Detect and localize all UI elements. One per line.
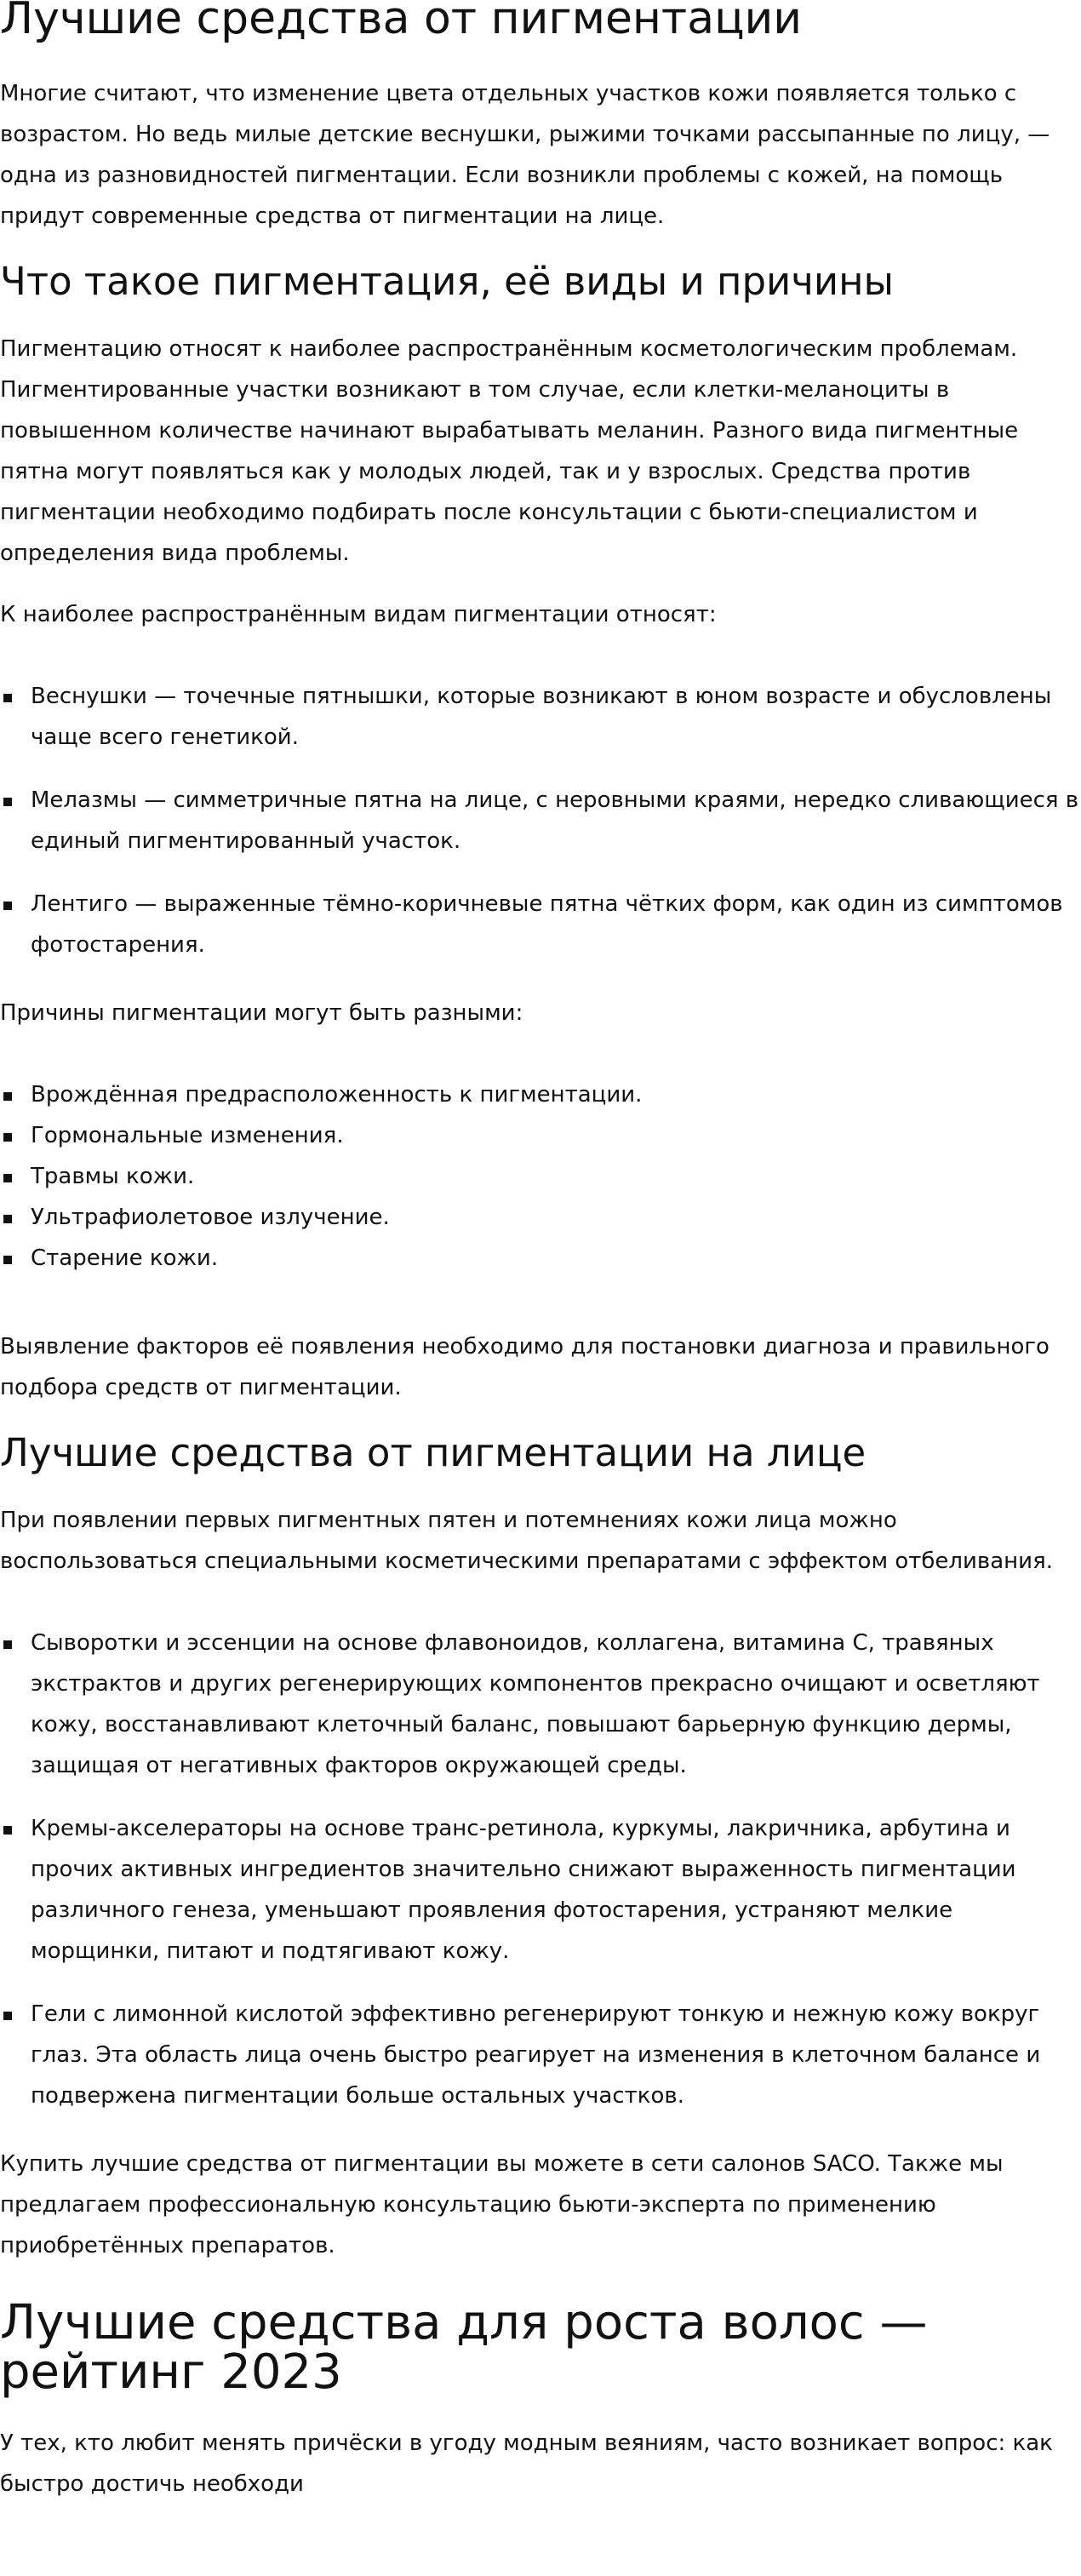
section-heading-best-remedies: Лучшие средства от пигментации на лице [0, 1430, 867, 1475]
list-item-cause: Ультрафиолетовое излучение. [0, 1197, 1081, 1238]
intro-paragraph: Многие считают, что изменение цвета отдельных участков кожи появляется только с возрастом. Но ведь милые детские веснушки, рыжими точками рассыпанные по лицу, — одна из разновидностей пигментации. Если возникли проблемы с кожей, на помощь придут современные средства от пигментации на лице. [0, 81, 1050, 229]
list-item-cause: Старение кожи. [0, 1238, 1081, 1279]
list-item-gels: Гели с лимонной кислотой эффективно регенерируют тонкую и нежную кожу вокруг глаз. Эта область лица очень быстро реагирует на изменения в клеточном балансе и подвержена пигментации больше остальных участков. [0, 1994, 1081, 2116]
heading-line-1: Лучшие средства для роста волос — [0, 2295, 928, 2350]
section1-conclusion: Выявление факторов её появления необходимо для постановки диагноза и правильного подбора средств от пигментации. [0, 1334, 1050, 1400]
pigmentation-types-list [0, 676, 1081, 965]
section-heading-hair-growth [0, 2295, 1081, 2400]
types-intro: К наиболее распространённым видам пигментации относят: [0, 602, 717, 627]
causes-intro: Причины пигментации могут быть разными: [0, 1000, 523, 1026]
section2-conclusion: Купить лучшие средства от пигментации вы можете в сети салонов SACO. Также мы предлагаем профессиональную консультацию бьюти-эксперта по применению приобретённых препаратов. [0, 2151, 1004, 2258]
page-title: Лучшие средства от пигментации [0, 0, 803, 44]
list-item-cause: Травмы кожи. [0, 1156, 1081, 1197]
pigmentation-causes-list [0, 1074, 1081, 1279]
list-item-melasma: Мелазмы — симметричные пятна на лице, с неровными краями, нередко сливающиеся в единый пигментированный участок. [0, 780, 1081, 862]
heading-line-2: рейтинг 2023 [0, 2344, 342, 2400]
remedies-intro-paragraph: При появлении первых пигментных пятен и потемнениях кожи лица можно воспользоваться специальными косметическими препаратами с эффектом отбеливания. [0, 1508, 1053, 1574]
list-item-cause: Гормональные изменения. [0, 1115, 1081, 1156]
list-item-lentigo: Лентиго — выраженные тёмно-коричневые пятна чётких форм, как один из симптомов фотостарения. [0, 884, 1081, 965]
pigmentation-definition-paragraph: Пигментацию относят к наиболее распространённым косметологическим проблемам. Пигментированные участки возникают в том случае, если клетки-меланоциты в повышенном количестве начинают вырабатывать меланин. Разного вида пигментные пятна могут появляться как у молодых людей, так и у взрослых. Средства против пигментации необходимо подбирать после консультации с бьюти-специалистом и определения вида проблемы. [0, 336, 1019, 566]
list-item-serums: Сыворотки и эссенции на основе флавоноидов, коллагена, витамина С, травяных экстрактов и других регенерирующих компонентов прекрасно очищают и осветляют кожу, восстанавливают клеточный баланс, повышают барьерную функцию дермы, защищая от негативных факторов окружающей среды. [0, 1623, 1081, 1786]
list-item-creams: Кремы-акселераторы на основе транс-ретинола, куркумы, лакричника, арбутина и прочих активных ингредиентов значительно снижают выраженность пигментации различного генеза, уменьшают проявления фотостарения, устраняют мелкие морщинки, питают и подтягивают кожу. [0, 1808, 1081, 1972]
section-heading-what-is-pigmentation: Что такое пигментация, её виды и причины [0, 259, 895, 304]
hair-growth-intro-paragraph: У тех, кто любит менять причёски в угоду модным веяниям, часто возникает вопрос: как быстро достичь необходи [0, 2430, 1053, 2497]
list-item-cause: Врождённая предрасположенность к пигментации. [0, 1074, 1081, 1115]
list-item-freckles: Веснушки — точечные пятнышки, которые возникают в юном возрасте и обусловлены чаще всего генетикой. [0, 676, 1081, 758]
remedies-list [0, 1623, 1081, 2116]
